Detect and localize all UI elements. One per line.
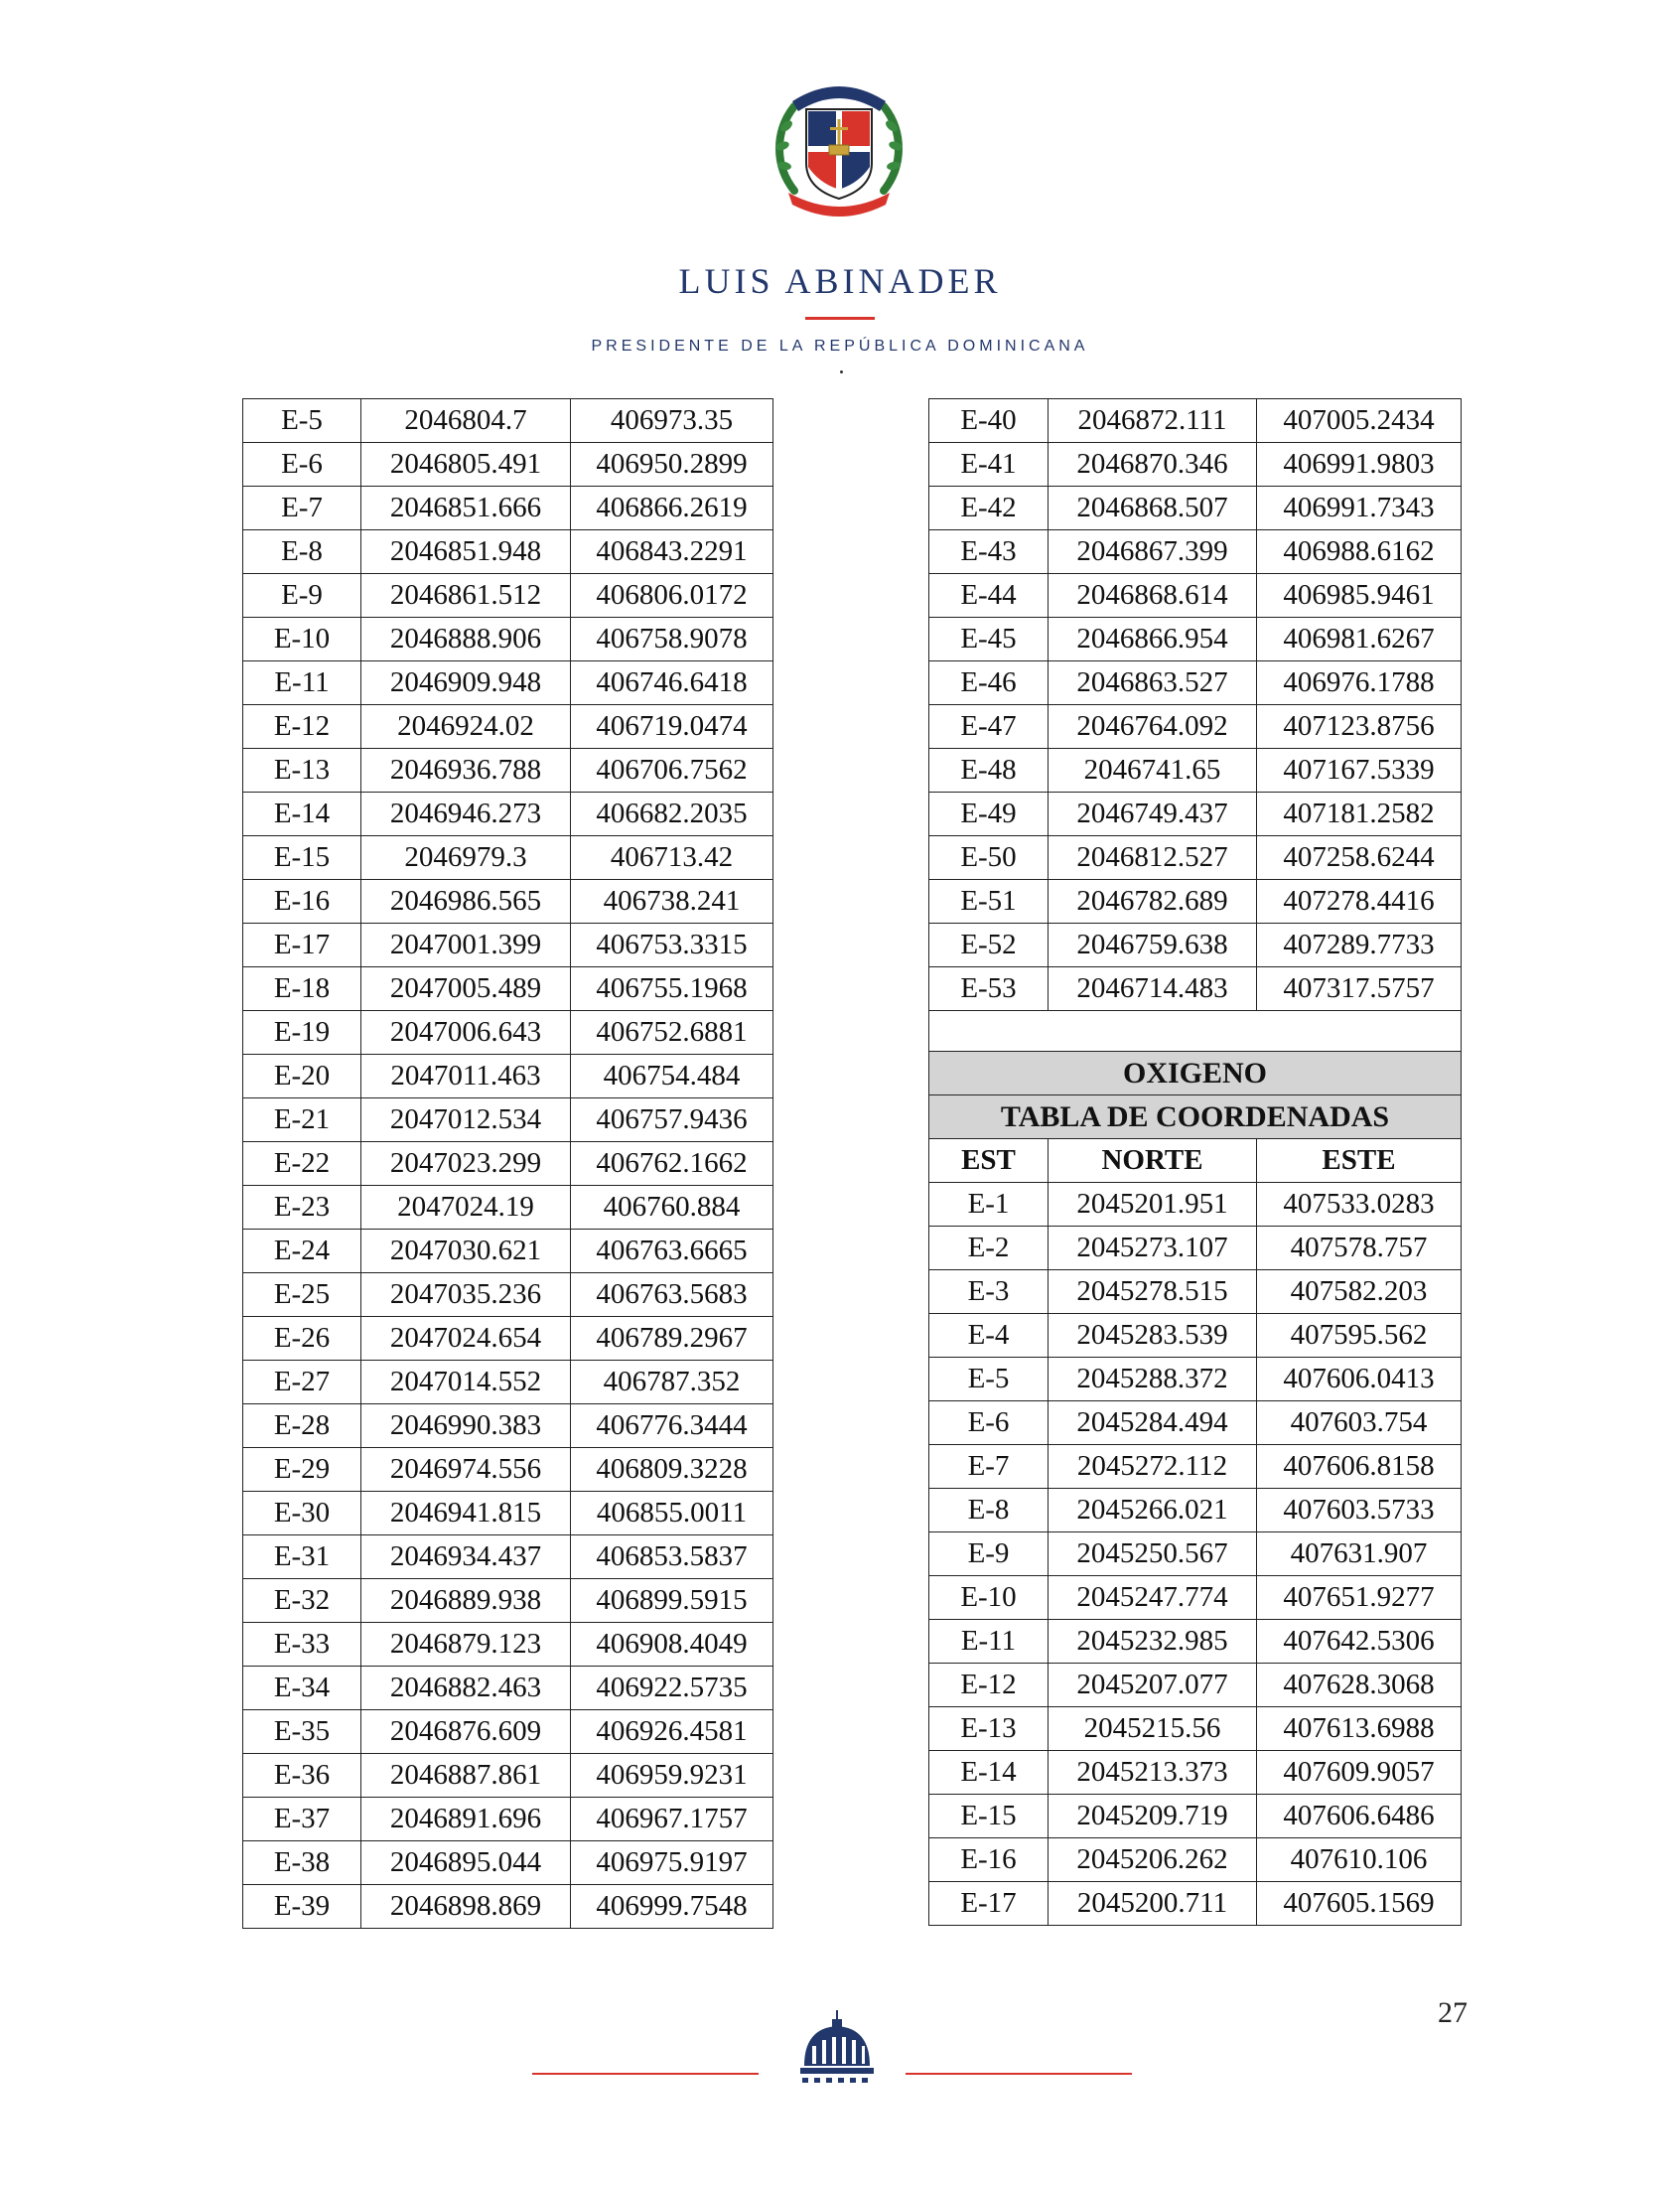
table-row: [243, 399, 773, 443]
table-row: [929, 1838, 1462, 1882]
norte-cell: 2046979.3: [361, 836, 571, 880]
este-cell: 406908.4049: [571, 1623, 773, 1667]
table-row: [243, 924, 773, 967]
table-spacer-row: [929, 1011, 1462, 1052]
table-row: [929, 1620, 1462, 1664]
station-cell: E-14: [243, 793, 361, 836]
station-cell: E-6: [929, 1401, 1049, 1445]
norte-cell: 2046936.788: [361, 749, 571, 793]
section-subtitle: TABLA DE COORDENADAS: [929, 1095, 1462, 1139]
table-row: [929, 487, 1462, 530]
este-cell: 406973.35: [571, 399, 773, 443]
station-cell: E-10: [243, 618, 361, 661]
left-coordinates-table: [242, 398, 773, 1929]
section-subtitle-row: [929, 1095, 1462, 1139]
este-cell: 406763.5683: [571, 1273, 773, 1317]
table-row: [243, 443, 773, 487]
norte-cell: 2045206.262: [1049, 1838, 1257, 1882]
norte-cell: 2046868.507: [1049, 487, 1257, 530]
station-cell: E-47: [929, 705, 1049, 749]
table-row: [243, 1841, 773, 1885]
norte-cell: 2045215.56: [1049, 1707, 1257, 1751]
norte-cell: 2047005.489: [361, 967, 571, 1011]
table-row: [929, 1576, 1462, 1620]
este-cell: 407606.8158: [1257, 1445, 1462, 1489]
table-row: [243, 1710, 773, 1754]
station-cell: E-5: [243, 399, 361, 443]
norte-cell: 2045273.107: [1049, 1227, 1257, 1270]
este-cell: 407005.2434: [1257, 399, 1462, 443]
este-cell: 407167.5339: [1257, 749, 1462, 793]
norte-cell: 2046861.512: [361, 574, 571, 618]
este-cell: 407278.4416: [1257, 880, 1462, 924]
este-cell: 406787.352: [571, 1361, 773, 1404]
este-cell: 406959.9231: [571, 1754, 773, 1798]
station-cell: E-3: [929, 1270, 1049, 1314]
este-cell: 407258.6244: [1257, 836, 1462, 880]
norte-cell: 2045213.373: [1049, 1751, 1257, 1795]
norte-cell: 2046749.437: [1049, 793, 1257, 836]
este-cell: 406682.2035: [571, 793, 773, 836]
este-cell: 406789.2967: [571, 1317, 773, 1361]
norte-cell: 2046872.111: [1049, 399, 1257, 443]
norte-cell: 2046741.65: [1049, 749, 1257, 793]
este-cell: 406843.2291: [571, 530, 773, 574]
station-cell: E-25: [243, 1273, 361, 1317]
norte-cell: 2047024.19: [361, 1186, 571, 1230]
norte-cell: 2046895.044: [361, 1841, 571, 1885]
table-row: [243, 1579, 773, 1623]
norte-cell: 2045284.494: [1049, 1401, 1257, 1445]
table-row: [929, 1358, 1462, 1401]
table-row: [243, 793, 773, 836]
table-row: [243, 1667, 773, 1710]
table-row: [929, 836, 1462, 880]
station-cell: E-16: [243, 880, 361, 924]
norte-cell: 2046888.906: [361, 618, 571, 661]
station-cell: E-40: [929, 399, 1049, 443]
norte-cell: 2046879.123: [361, 1623, 571, 1667]
station-cell: E-39: [243, 1885, 361, 1929]
este-cell: 407582.203: [1257, 1270, 1462, 1314]
section-title-row: [929, 1052, 1462, 1095]
norte-cell: 2047011.463: [361, 1055, 571, 1098]
table-row: [929, 1751, 1462, 1795]
station-cell: E-4: [929, 1314, 1049, 1358]
column-header-row: [929, 1139, 1462, 1183]
norte-cell: 2046759.638: [1049, 924, 1257, 967]
table-row: [243, 1317, 773, 1361]
station-cell: E-36: [243, 1754, 361, 1798]
este-cell: 406762.1662: [571, 1142, 773, 1186]
norte-cell: 2045207.077: [1049, 1664, 1257, 1707]
column-header-norte: NORTE: [1049, 1139, 1257, 1183]
table-row: [929, 574, 1462, 618]
station-cell: E-38: [243, 1841, 361, 1885]
norte-cell: 2046986.565: [361, 880, 571, 924]
este-cell: 406866.2619: [571, 487, 773, 530]
table-row: [929, 1882, 1462, 1926]
norte-cell: 2045272.112: [1049, 1445, 1257, 1489]
este-cell: 407605.1569: [1257, 1882, 1462, 1926]
station-cell: E-28: [243, 1404, 361, 1448]
station-cell: E-33: [243, 1623, 361, 1667]
este-cell: 407578.757: [1257, 1227, 1462, 1270]
este-cell: 406985.9461: [1257, 574, 1462, 618]
station-cell: E-22: [243, 1142, 361, 1186]
table-row: [243, 1623, 773, 1667]
table-row: [243, 574, 773, 618]
norte-cell: 2046851.948: [361, 530, 571, 574]
table-row: [929, 793, 1462, 836]
station-cell: E-8: [929, 1489, 1049, 1532]
norte-cell: 2046941.815: [361, 1492, 571, 1535]
station-cell: E-11: [929, 1620, 1049, 1664]
este-cell: 406899.5915: [571, 1579, 773, 1623]
este-cell: 407603.5733: [1257, 1489, 1462, 1532]
table-row: [929, 1532, 1462, 1576]
station-cell: E-9: [243, 574, 361, 618]
norte-cell: 2046870.346: [1049, 443, 1257, 487]
norte-cell: 2046882.463: [361, 1667, 571, 1710]
norte-cell: 2046714.483: [1049, 967, 1257, 1011]
column-header-este: ESTE: [1257, 1139, 1462, 1183]
station-cell: E-13: [929, 1707, 1049, 1751]
station-cell: E-50: [929, 836, 1049, 880]
este-cell: 406706.7562: [571, 749, 773, 793]
table-row: [929, 618, 1462, 661]
table-row: [243, 1098, 773, 1142]
author-title: PRESIDENTE DE LA REPÚBLICA DOMINICANA: [591, 338, 1089, 355]
stray-dot-mark: [840, 370, 843, 373]
table-row: [243, 1142, 773, 1186]
norte-cell: 2045266.021: [1049, 1489, 1257, 1532]
station-cell: E-2: [929, 1227, 1049, 1270]
norte-cell: 2046887.861: [361, 1754, 571, 1798]
este-cell: 406752.6881: [571, 1011, 773, 1055]
norte-cell: 2045250.567: [1049, 1532, 1257, 1576]
station-cell: E-12: [929, 1664, 1049, 1707]
station-cell: E-49: [929, 793, 1049, 836]
norte-cell: 2046990.383: [361, 1404, 571, 1448]
table-row: [243, 530, 773, 574]
norte-cell: 2046868.614: [1049, 574, 1257, 618]
este-cell: 406746.6418: [571, 661, 773, 705]
norte-cell: 2046891.696: [361, 1798, 571, 1841]
norte-cell: 2045232.985: [1049, 1620, 1257, 1664]
station-cell: E-44: [929, 574, 1049, 618]
norte-cell: 2046889.938: [361, 1579, 571, 1623]
station-cell: E-1: [929, 1183, 1049, 1227]
este-cell: 406757.9436: [571, 1098, 773, 1142]
norte-cell: 2046974.556: [361, 1448, 571, 1492]
table-row: [243, 749, 773, 793]
este-cell: 407603.754: [1257, 1401, 1462, 1445]
station-cell: E-37: [243, 1798, 361, 1841]
station-cell: E-13: [243, 749, 361, 793]
este-cell: 407606.0413: [1257, 1358, 1462, 1401]
este-cell: 407595.562: [1257, 1314, 1462, 1358]
norte-cell: 2047014.552: [361, 1361, 571, 1404]
table-row: [243, 880, 773, 924]
este-cell: 406738.241: [571, 880, 773, 924]
station-cell: E-26: [243, 1317, 361, 1361]
table-row: [243, 1186, 773, 1230]
norte-cell: 2046812.527: [1049, 836, 1257, 880]
table-row: [929, 1664, 1462, 1707]
station-cell: E-46: [929, 661, 1049, 705]
este-cell: 406926.4581: [571, 1710, 773, 1754]
table-row: [929, 880, 1462, 924]
norte-cell: 2046866.954: [1049, 618, 1257, 661]
este-cell: 407181.2582: [1257, 793, 1462, 836]
station-cell: E-27: [243, 1361, 361, 1404]
footer-rule-left: [532, 2073, 759, 2075]
table-row: [243, 1885, 773, 1929]
station-cell: E-10: [929, 1576, 1049, 1620]
table-row: [929, 705, 1462, 749]
coat-of-arms-seal: [765, 72, 913, 220]
station-cell: E-43: [929, 530, 1049, 574]
table-row: [929, 1314, 1462, 1358]
page-number: 27: [1438, 1996, 1468, 2029]
norte-cell: 2045278.515: [1049, 1270, 1257, 1314]
right-coordinates-table: [928, 398, 1462, 1926]
station-cell: E-17: [929, 1882, 1049, 1926]
este-cell: 406758.9078: [571, 618, 773, 661]
este-cell: 407289.7733: [1257, 924, 1462, 967]
spacer-cell: [929, 1011, 1462, 1052]
norte-cell: 2046909.948: [361, 661, 571, 705]
station-cell: E-15: [929, 1795, 1049, 1838]
table-row: [929, 967, 1462, 1011]
station-cell: E-41: [929, 443, 1049, 487]
station-cell: E-20: [243, 1055, 361, 1098]
station-cell: E-29: [243, 1448, 361, 1492]
author-divider: [805, 317, 875, 320]
station-cell: E-30: [243, 1492, 361, 1535]
station-cell: E-48: [929, 749, 1049, 793]
column-header-est: EST: [929, 1139, 1049, 1183]
norte-cell: 2047006.643: [361, 1011, 571, 1055]
norte-cell: 2047012.534: [361, 1098, 571, 1142]
table-row: [243, 1011, 773, 1055]
table-row: [929, 749, 1462, 793]
table-row: [243, 1535, 773, 1579]
station-cell: E-8: [243, 530, 361, 574]
este-cell: 406950.2899: [571, 443, 773, 487]
table-row: [243, 1404, 773, 1448]
table-row: [929, 530, 1462, 574]
table-row: [243, 705, 773, 749]
table-row: [243, 1273, 773, 1317]
este-cell: 407610.106: [1257, 1838, 1462, 1882]
table-row: [929, 1489, 1462, 1532]
table-row: [929, 924, 1462, 967]
este-cell: 406719.0474: [571, 705, 773, 749]
station-cell: E-35: [243, 1710, 361, 1754]
station-cell: E-21: [243, 1098, 361, 1142]
este-cell: 406776.3444: [571, 1404, 773, 1448]
table-row: [243, 1230, 773, 1273]
station-cell: E-6: [243, 443, 361, 487]
station-cell: E-11: [243, 661, 361, 705]
norte-cell: 2047001.399: [361, 924, 571, 967]
norte-cell: 2046764.092: [1049, 705, 1257, 749]
table-row: [929, 1401, 1462, 1445]
norte-cell: 2046934.437: [361, 1535, 571, 1579]
station-cell: E-14: [929, 1751, 1049, 1795]
este-cell: 406755.1968: [571, 967, 773, 1011]
este-cell: 406999.7548: [571, 1885, 773, 1929]
table-row: [929, 443, 1462, 487]
table-row: [243, 836, 773, 880]
este-cell: 406975.9197: [571, 1841, 773, 1885]
este-cell: 406988.6162: [1257, 530, 1462, 574]
table-row: [243, 1492, 773, 1535]
norte-cell: 2045283.539: [1049, 1314, 1257, 1358]
station-cell: E-31: [243, 1535, 361, 1579]
station-cell: E-51: [929, 880, 1049, 924]
este-cell: 406981.6267: [1257, 618, 1462, 661]
este-cell: 406976.1788: [1257, 661, 1462, 705]
este-cell: 407123.8756: [1257, 705, 1462, 749]
station-cell: E-19: [243, 1011, 361, 1055]
este-cell: 406809.3228: [571, 1448, 773, 1492]
table-row: [929, 1707, 1462, 1751]
norte-cell: 2045247.774: [1049, 1576, 1257, 1620]
table-row: [929, 1795, 1462, 1838]
palace-dome-icon: [792, 2008, 882, 2092]
table-row: [929, 661, 1462, 705]
station-cell: E-23: [243, 1186, 361, 1230]
norte-cell: 2046924.02: [361, 705, 571, 749]
este-cell: 407533.0283: [1257, 1183, 1462, 1227]
table-row: [243, 661, 773, 705]
station-cell: E-53: [929, 967, 1049, 1011]
norte-cell: 2046782.689: [1049, 880, 1257, 924]
norte-cell: 2045200.711: [1049, 1882, 1257, 1926]
station-cell: E-9: [929, 1532, 1049, 1576]
station-cell: E-34: [243, 1667, 361, 1710]
norte-cell: 2047024.654: [361, 1317, 571, 1361]
este-cell: 406754.484: [571, 1055, 773, 1098]
table-row: [929, 1183, 1462, 1227]
table-row: [929, 1445, 1462, 1489]
este-cell: 406855.0011: [571, 1492, 773, 1535]
norte-cell: 2046805.491: [361, 443, 571, 487]
table-row: [243, 1754, 773, 1798]
norte-cell: 2047035.236: [361, 1273, 571, 1317]
station-cell: E-7: [929, 1445, 1049, 1489]
norte-cell: 2046898.869: [361, 1885, 571, 1929]
este-cell: 406806.0172: [571, 574, 773, 618]
norte-cell: 2045201.951: [1049, 1183, 1257, 1227]
station-cell: E-18: [243, 967, 361, 1011]
author-name: LUIS ABINADER: [678, 261, 1002, 301]
station-cell: E-7: [243, 487, 361, 530]
este-cell: 406763.6665: [571, 1230, 773, 1273]
station-cell: E-42: [929, 487, 1049, 530]
este-cell: 407651.9277: [1257, 1576, 1462, 1620]
este-cell: 406760.884: [571, 1186, 773, 1230]
station-cell: E-45: [929, 618, 1049, 661]
este-cell: 406753.3315: [571, 924, 773, 967]
table-row: [243, 487, 773, 530]
este-cell: 406991.9803: [1257, 443, 1462, 487]
este-cell: 406713.42: [571, 836, 773, 880]
este-cell: 407317.5757: [1257, 967, 1462, 1011]
este-cell: 406967.1757: [571, 1798, 773, 1841]
norte-cell: 2046876.609: [361, 1710, 571, 1754]
station-cell: E-12: [243, 705, 361, 749]
station-cell: E-52: [929, 924, 1049, 967]
este-cell: 407606.6486: [1257, 1795, 1462, 1838]
este-cell: 406991.7343: [1257, 487, 1462, 530]
norte-cell: 2046851.666: [361, 487, 571, 530]
table-row: [243, 967, 773, 1011]
station-cell: E-17: [243, 924, 361, 967]
table-row: [243, 618, 773, 661]
section-title-oxigeno: OXIGENO: [929, 1052, 1462, 1095]
table-row: [243, 1055, 773, 1098]
norte-cell: 2045209.719: [1049, 1795, 1257, 1838]
station-cell: E-24: [243, 1230, 361, 1273]
este-cell: 406853.5837: [571, 1535, 773, 1579]
station-cell: E-5: [929, 1358, 1049, 1401]
station-cell: E-15: [243, 836, 361, 880]
norte-cell: 2046863.527: [1049, 661, 1257, 705]
este-cell: 407631.907: [1257, 1532, 1462, 1576]
table-row: [243, 1361, 773, 1404]
este-cell: 407642.5306: [1257, 1620, 1462, 1664]
norte-cell: 2045288.372: [1049, 1358, 1257, 1401]
station-cell: E-32: [243, 1579, 361, 1623]
table-row: [929, 1227, 1462, 1270]
este-cell: 407613.6988: [1257, 1707, 1462, 1751]
norte-cell: 2046804.7: [361, 399, 571, 443]
este-cell: 406922.5735: [571, 1667, 773, 1710]
table-row: [243, 1798, 773, 1841]
table-row: [929, 1270, 1462, 1314]
norte-cell: 2046867.399: [1049, 530, 1257, 574]
station-cell: E-16: [929, 1838, 1049, 1882]
footer-rule-right: [906, 2073, 1132, 2075]
norte-cell: 2047030.621: [361, 1230, 571, 1273]
este-cell: 407628.3068: [1257, 1664, 1462, 1707]
table-row: [929, 399, 1462, 443]
norte-cell: 2046946.273: [361, 793, 571, 836]
este-cell: 407609.9057: [1257, 1751, 1462, 1795]
norte-cell: 2047023.299: [361, 1142, 571, 1186]
table-row: [243, 1448, 773, 1492]
